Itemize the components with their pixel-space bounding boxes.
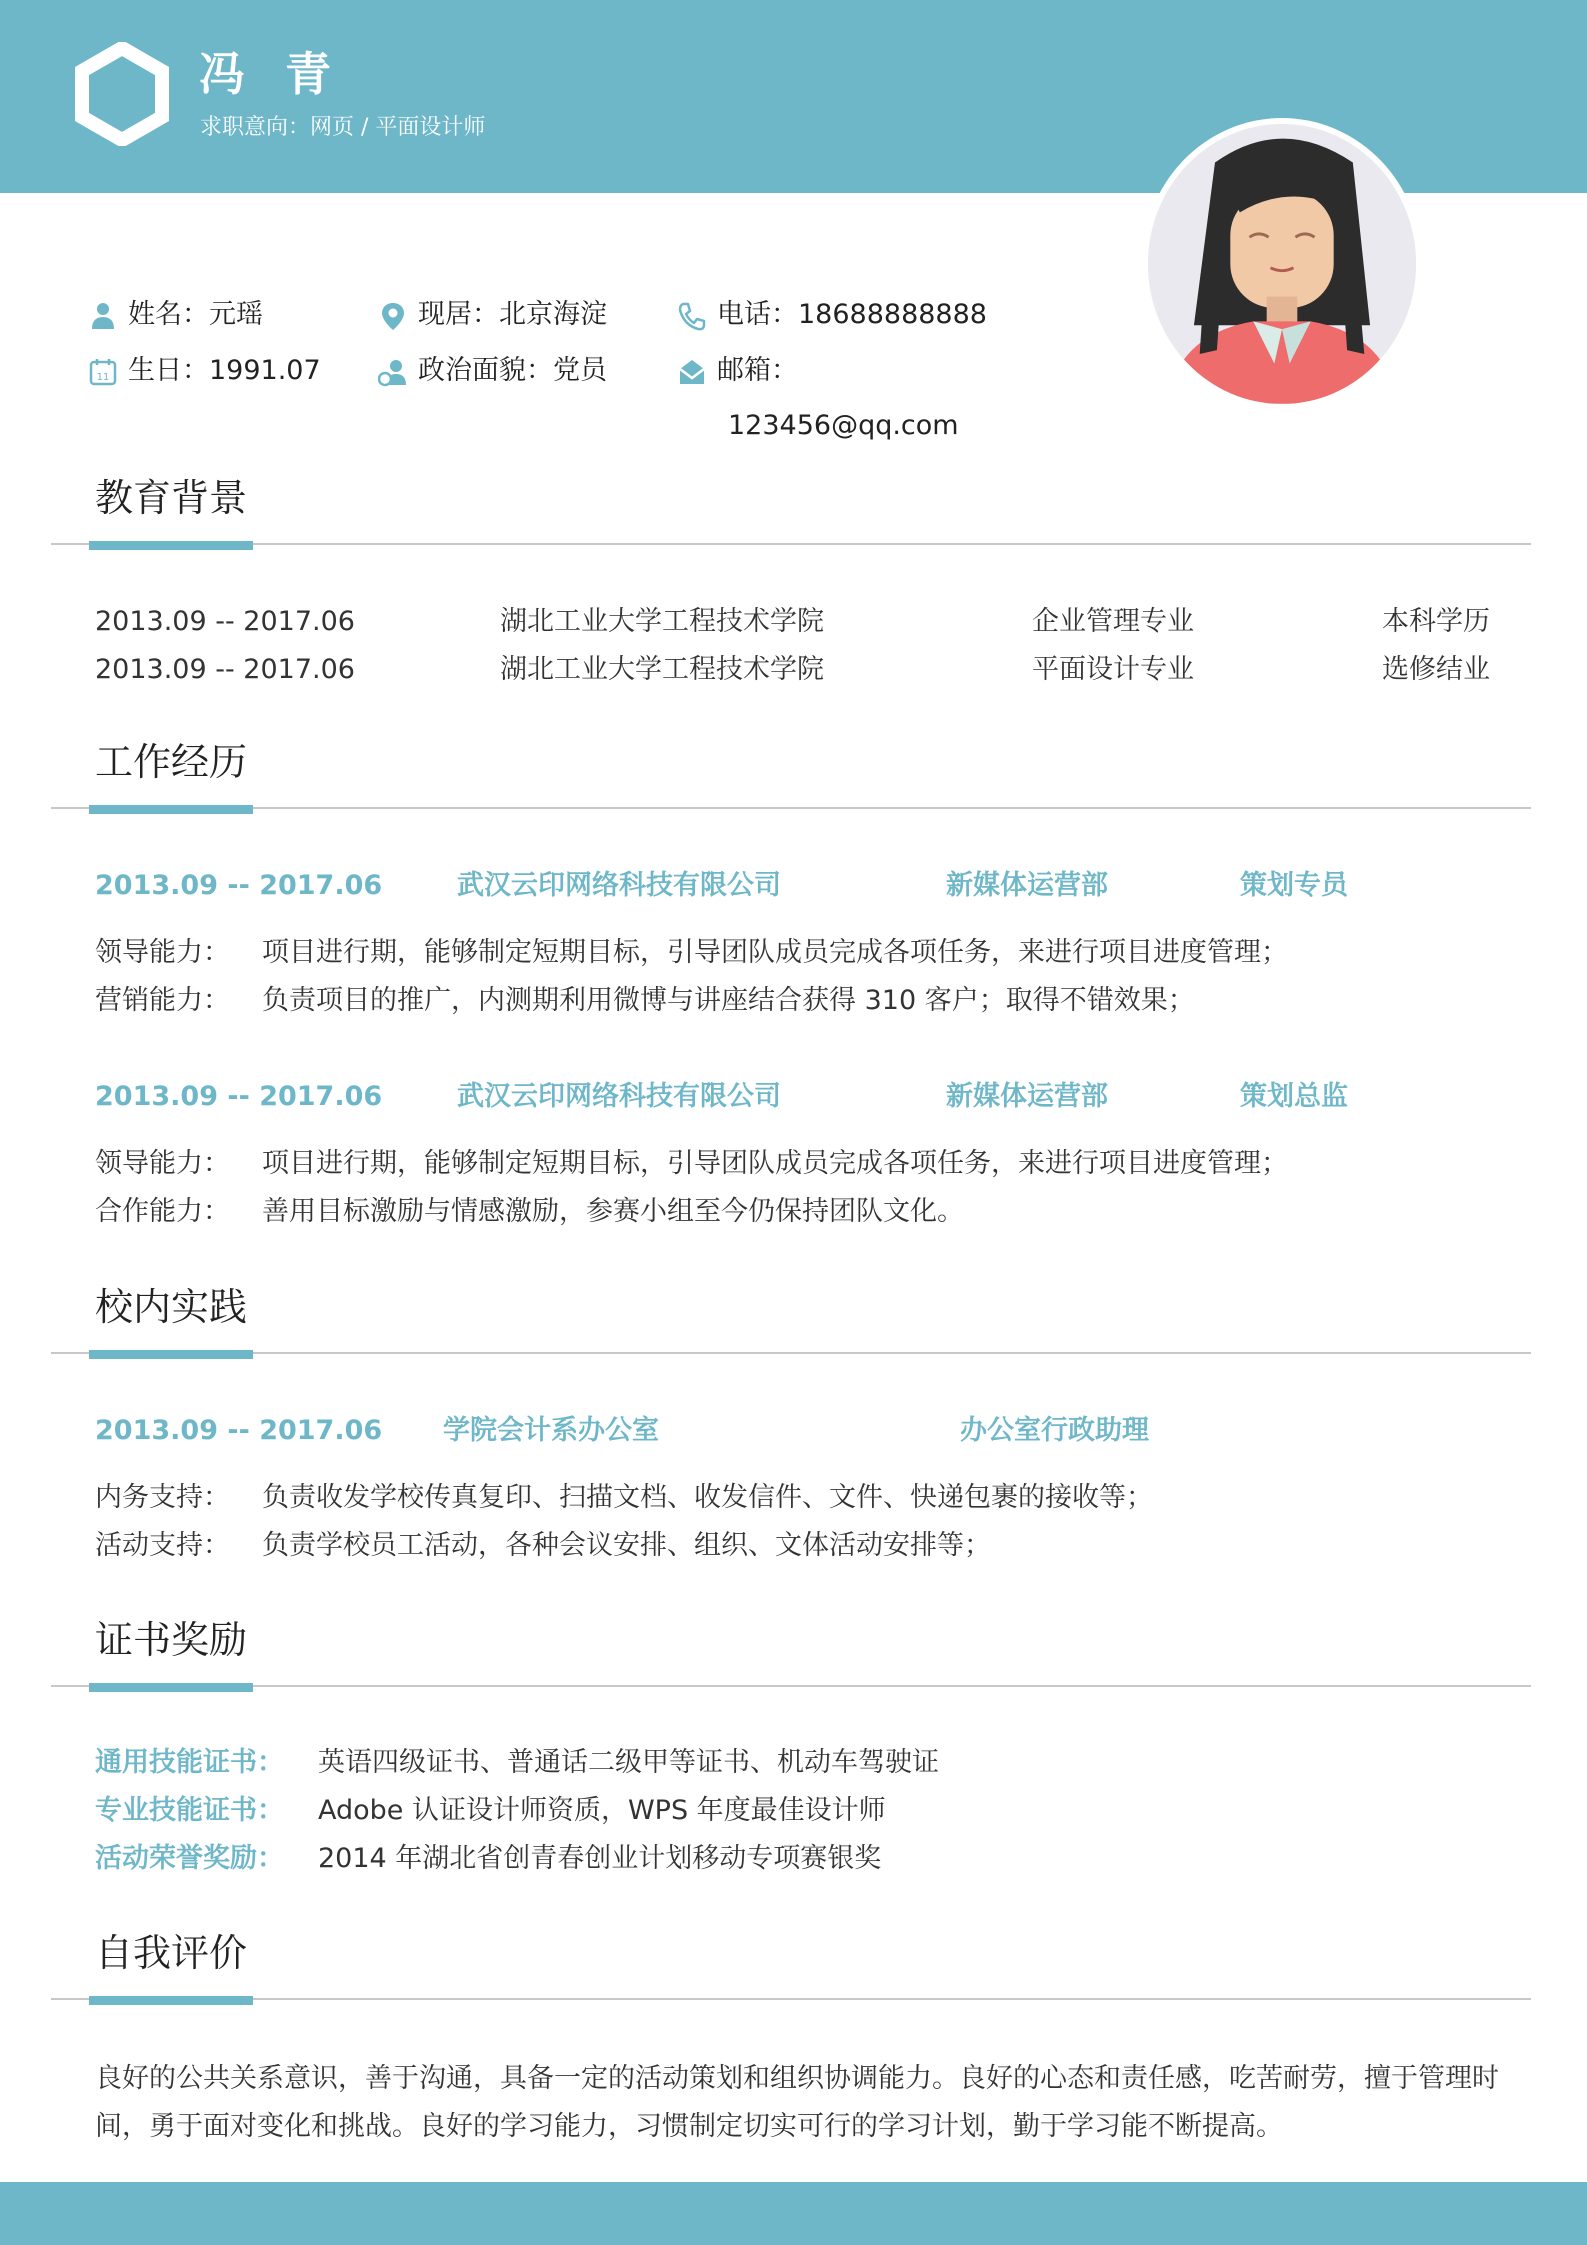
- edu-row-2-school: 湖北工业大学工程技术学院: [500, 654, 824, 685]
- footer-banner: [0, 2182, 1587, 2245]
- award-3-text: 2014 年湖北省创青春创业计划移动专项赛银奖: [318, 1843, 882, 1874]
- campus-item-2-text: 负责学校员工活动，各种会议安排、组织、文体活动安排等；: [262, 1530, 991, 1561]
- edu-row-1-degree: 本科学历: [1382, 606, 1490, 637]
- job-2-item-1-label: 领导能力：: [95, 1148, 230, 1179]
- job-2-dept: 新媒体运营部: [946, 1081, 1108, 1112]
- edu-row-2-period: 2013.09 -- 2017.06: [95, 654, 355, 685]
- section-divider: [51, 543, 1531, 545]
- section-divider: [51, 807, 1531, 809]
- job-intent: 求职意向：网页 / 平面设计师: [200, 115, 486, 140]
- mail-icon: [677, 357, 707, 387]
- award-2-label: 专业技能证书：: [95, 1795, 284, 1826]
- section-accent-bar: [89, 1996, 253, 2005]
- calendar-icon: [88, 357, 118, 387]
- section-accent-bar: [89, 805, 253, 814]
- job-1-dept: 新媒体运营部: [946, 870, 1108, 901]
- section-accent-bar: [89, 541, 253, 550]
- campus-item-1-text: 负责收发学校传真复印、扫描文档、收发信件、文件、快递包裹的接收等；: [262, 1482, 1153, 1513]
- info-name-text: 姓名：元瑶: [128, 299, 263, 330]
- job-1-company: 武汉云印网络科技有限公司: [457, 870, 781, 901]
- info-email-label: 邮箱：: [717, 355, 798, 386]
- job-2-item-1-text: 项目进行期，能够制定短期目标，引导团队成员完成各项任务，来进行项目进度管理；: [262, 1148, 1288, 1179]
- person-icon: [88, 301, 118, 331]
- award-1-text: 英语四级证书、普通话二级甲等证书、机动车驾驶证: [318, 1747, 939, 1778]
- section-divider: [51, 1998, 1531, 2000]
- self-evaluation-text: 良好的公共关系意识，善于沟通，具备一定的活动策划和组织协调能力。良好的心态和责任感，吃苦耐劳，擅于管理时间，勇于面对变化和挑战。良好的学习能力，习惯制定切实可行的学习计划，勤于学习能不断提高。: [95, 2063, 1499, 2142]
- award-1-label: 通用技能证书：: [95, 1747, 284, 1778]
- job-2-item-2-label: 合作能力：: [95, 1196, 230, 1227]
- calendar-day: 11: [96, 372, 110, 383]
- edu-row-1-school: 湖北工业大学工程技术学院: [500, 606, 824, 637]
- job-2-role: 策划总监: [1240, 1081, 1348, 1112]
- job-1-item-1-text: 项目进行期，能够制定短期目标，引导团队成员完成各项任务，来进行项目进度管理；: [262, 937, 1288, 968]
- job-1-period: 2013.09 -- 2017.06: [95, 870, 383, 901]
- avatar: [1142, 118, 1422, 410]
- job-2-period: 2013.09 -- 2017.06: [95, 1081, 383, 1112]
- info-birthday-text: 生日：1991.07: [128, 355, 321, 386]
- section-title-awards: 证书奖励: [95, 1618, 248, 1662]
- job-2-company: 武汉云印网络科技有限公司: [457, 1081, 781, 1112]
- job-1-item-2-label: 营销能力：: [95, 985, 230, 1016]
- phone-icon: [677, 301, 707, 331]
- edu-row-1-major: 企业管理专业: [1032, 606, 1194, 637]
- info-phone-text: 电话：18688888888: [717, 299, 987, 330]
- campus-item-1-label: 内务支持：: [95, 1482, 230, 1513]
- candidate-name: 冯 青: [199, 47, 344, 101]
- info-email-value[interactable]: 123456@qq.com: [728, 410, 959, 441]
- section-title-education: 教育背景: [95, 476, 248, 520]
- campus-item-2-label: 活动支持：: [95, 1530, 230, 1561]
- politics-badge-icon: [378, 357, 408, 387]
- info-politics-text: 政治面貌：党员: [418, 355, 607, 386]
- award-2-text: Adobe 认证设计师资质，WPS 年度最佳设计师: [318, 1795, 886, 1826]
- campus-period: 2013.09 -- 2017.06: [95, 1415, 383, 1446]
- section-divider: [51, 1685, 1531, 1687]
- job-1-item-2-text: 负责项目的推广，内测期利用微博与讲座结合获得 310 客户；取得不错效果；: [262, 985, 1195, 1016]
- section-title-self: 自我评价: [95, 1931, 248, 1975]
- job-2-item-2-text: 善用目标激励与情感激励，参赛小组至今仍保持团队文化。: [262, 1196, 964, 1227]
- edu-row-2-major: 平面设计专业: [1032, 654, 1194, 685]
- job-1-item-1-label: 领导能力：: [95, 937, 230, 968]
- campus-role: 办公室行政助理: [960, 1415, 1149, 1446]
- section-accent-bar: [89, 1350, 253, 1359]
- section-title-work: 工作经历: [95, 740, 248, 784]
- section-title-campus: 校内实践: [95, 1285, 248, 1329]
- edu-row-1-period: 2013.09 -- 2017.06: [95, 606, 355, 637]
- award-3-label: 活动荣誉奖励：: [95, 1843, 284, 1874]
- section-accent-bar: [89, 1683, 253, 1692]
- job-1-role: 策划专员: [1240, 870, 1348, 901]
- location-pin-icon: [378, 301, 408, 331]
- hexagon-logo-icon: [74, 42, 170, 146]
- avatar-illustration: [1148, 124, 1416, 404]
- edu-row-2-degree: 选修结业: [1382, 654, 1490, 685]
- campus-org: 学院会计系办公室: [443, 1415, 659, 1446]
- info-residence-text: 现居：北京海淀: [418, 299, 607, 330]
- section-divider: [51, 1352, 1531, 1354]
